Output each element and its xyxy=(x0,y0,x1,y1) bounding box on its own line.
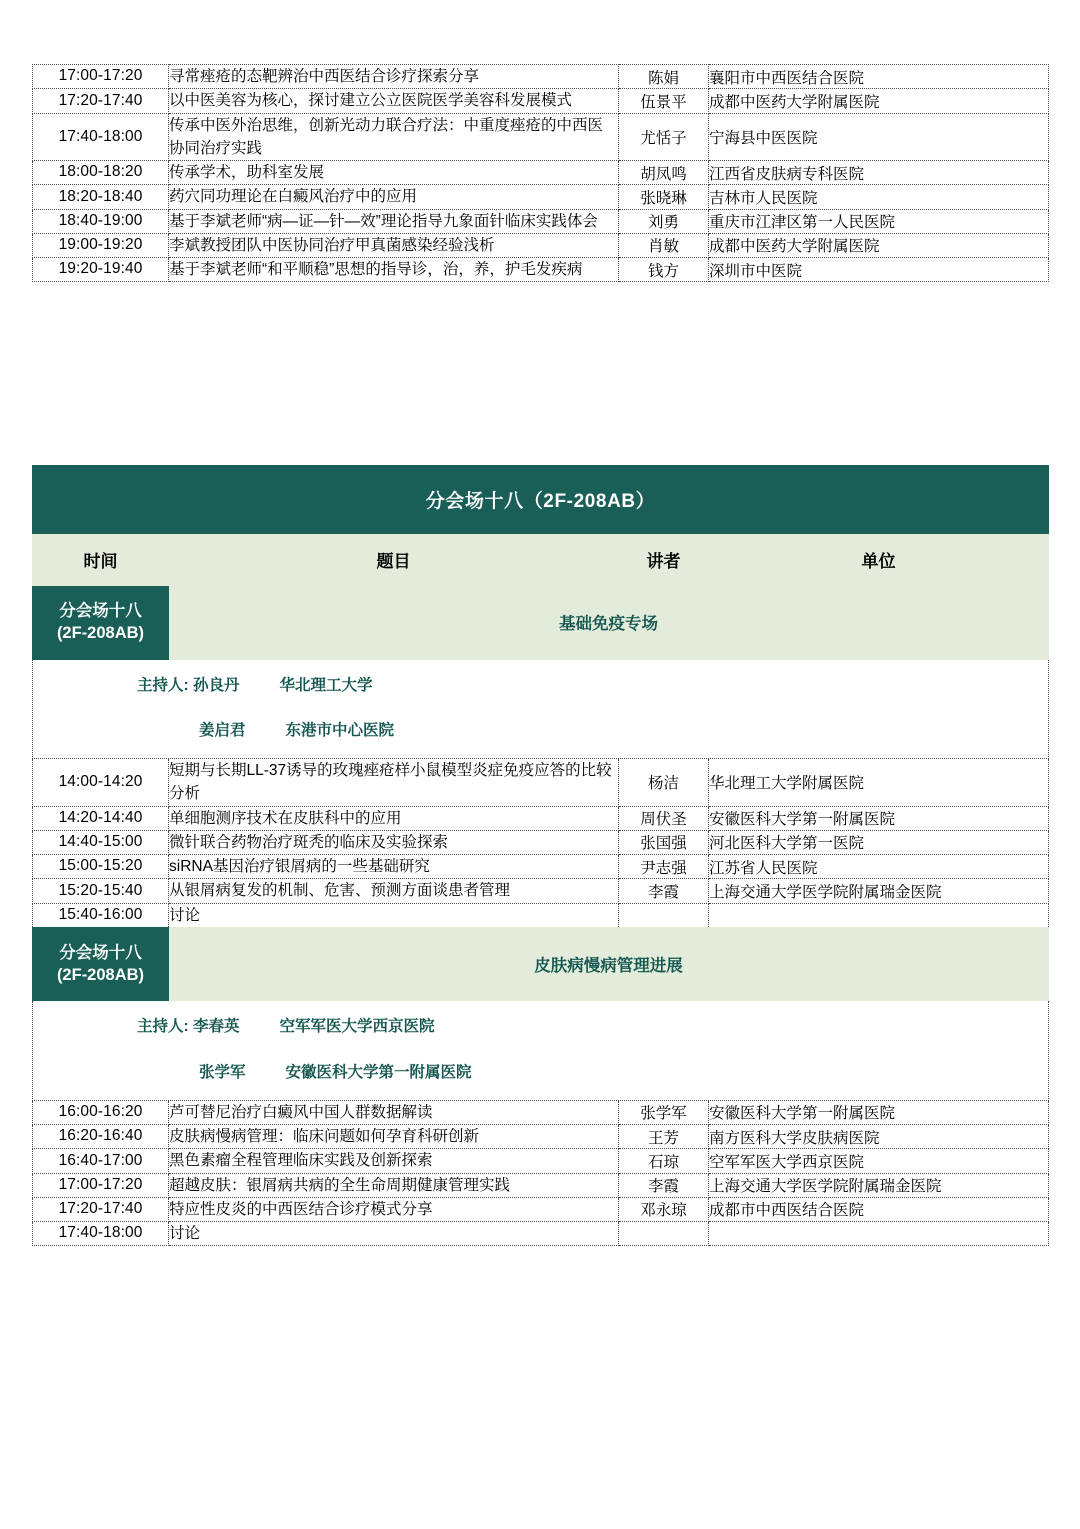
session-title: 短期与长期LL-37诱导的玫瑰痤疮样小鼠模型炎症免疫应答的比较分析 xyxy=(169,759,619,807)
venue-banner-row xyxy=(33,466,1049,534)
chair-entry xyxy=(33,1015,1048,1038)
chair-organization: 空军军医大学西京医院 xyxy=(279,1018,435,1036)
session-time: 15:20-15:40 xyxy=(33,879,169,903)
session-organization: 宁海县中医医院 xyxy=(709,113,1049,161)
session-title: 李斌教授团队中医协同治疗甲真菌感染经验浅析 xyxy=(169,233,619,257)
table-row xyxy=(33,855,1049,879)
session-title: 皮肤病慢病管理：临床问题如何孕育科研创新 xyxy=(169,1125,619,1149)
table-row xyxy=(33,113,1049,161)
session-title: 药穴同功理论在白癜风治疗中的应用 xyxy=(169,185,619,209)
session-speaker: 李霞 xyxy=(619,1173,709,1197)
session-speaker: 伍景平 xyxy=(619,89,709,113)
session-title: 传承学术，助科室发展 xyxy=(169,161,619,185)
chair-entry xyxy=(33,1039,1048,1084)
session-title: 微针联合药物治疗斑秃的临床及实验探索 xyxy=(169,830,619,854)
session-time: 19:20-19:40 xyxy=(33,258,169,282)
chair-organization: 安徽医科大学第一附属医院 xyxy=(285,1063,472,1081)
session-time: 15:40-16:00 xyxy=(33,903,169,927)
session-title: 以中医美容为核心，探讨建立公立医院医学美容科发展模式 xyxy=(169,89,619,113)
session-speaker: 张国强 xyxy=(619,830,709,854)
session-speaker: 周伏圣 xyxy=(619,806,709,830)
chair-organization: 东港市中心医院 xyxy=(285,721,395,739)
session-speaker: 尤恬子 xyxy=(619,113,709,161)
session-chairs-row xyxy=(33,1001,1049,1101)
session-organization: 安徽医科大学第一附属医院 xyxy=(709,806,1049,830)
session-organization: 华北理工大学附属医院 xyxy=(709,759,1049,807)
session-speaker: 杨洁 xyxy=(619,759,709,807)
table-row xyxy=(33,1222,1049,1246)
session-title: 从银屑病复发的机制、危害、预测方面谈患者管理 xyxy=(169,879,619,903)
column-header-organization: 单位 xyxy=(709,534,1049,586)
chair-name: 李春英 xyxy=(192,1018,240,1036)
column-header-time: 时间 xyxy=(33,534,169,586)
session-title: 基于李斌老师“和平顺稳”思想的指导诊，治，养，护毛发疾病 xyxy=(169,258,619,282)
session-title: 黑色素瘤全程管理临床实践及创新探索 xyxy=(169,1149,619,1173)
session-title: 讨论 xyxy=(169,903,619,927)
venue-tag-line1: 分会场十八 xyxy=(59,943,142,962)
chair-label: 主持人: xyxy=(137,676,189,694)
venue-tag-line1: 分会场十八 xyxy=(59,602,142,620)
table-row xyxy=(33,879,1049,903)
session-speaker: 钱方 xyxy=(619,258,709,282)
session-title: 芦可替尼治疗白癜风中国人群数据解读 xyxy=(169,1100,619,1124)
session-speaker: 石琼 xyxy=(619,1149,709,1173)
session-time: 19:00-19:20 xyxy=(33,233,169,257)
session-organization: 吉林市人民医院 xyxy=(709,185,1049,209)
session-speaker: 张晓琳 xyxy=(619,185,709,209)
session-time: 17:00-17:20 xyxy=(33,65,169,89)
session-time: 16:20-16:40 xyxy=(33,1125,169,1149)
session-organization: 成都中医药大学附属医院 xyxy=(709,89,1049,113)
session-organization: 上海交通大学医学院附属瑞金医院 xyxy=(709,879,1049,903)
session-time: 17:20-17:40 xyxy=(33,1197,169,1221)
table-row xyxy=(33,759,1049,807)
session-time: 16:40-17:00 xyxy=(33,1149,169,1173)
table-row xyxy=(33,830,1049,854)
column-header-row xyxy=(33,534,1049,586)
table-row xyxy=(33,185,1049,209)
session-speaker: 肖敏 xyxy=(619,233,709,257)
venue-tag-line2: (2F-208AB) xyxy=(56,624,145,643)
table-row xyxy=(33,161,1049,185)
session-organization: 成都市中西医结合医院 xyxy=(709,1197,1049,1221)
table-row xyxy=(33,1100,1049,1124)
session-title: 传承中医外治思维，创新光动力联合疗法：中重度痤疮的中西医协同治疗实践 xyxy=(169,113,619,161)
session-time: 17:40-18:00 xyxy=(33,113,169,161)
session-organization: 江苏省人民医院 xyxy=(709,855,1049,879)
agenda-table-continued xyxy=(32,64,1049,282)
table-row xyxy=(33,1125,1049,1149)
session-title: 基于李斌老师“病—证—针—效”理论指导九象面针临床实践体会 xyxy=(169,209,619,233)
session-speaker: 张学军 xyxy=(619,1100,709,1124)
session-speaker: 邓永琼 xyxy=(619,1197,709,1221)
table-row xyxy=(33,89,1049,113)
session-speaker: 胡凤鸣 xyxy=(619,161,709,185)
session-organization: 河北医科大学第一医院 xyxy=(709,830,1049,854)
session-time: 15:00-15:20 xyxy=(33,855,169,879)
chair-name: 姜启君 xyxy=(199,721,246,739)
session-title: 讨论 xyxy=(169,1222,619,1246)
table-row xyxy=(33,258,1049,282)
session-time: 16:00-16:20 xyxy=(33,1100,169,1124)
table-row xyxy=(33,806,1049,830)
chair-label: 主持人: xyxy=(137,1018,189,1036)
session-topic-row xyxy=(33,586,1049,660)
chair-name: 张学军 xyxy=(199,1063,246,1081)
session-organization xyxy=(709,1222,1049,1246)
session-time: 18:20-18:40 xyxy=(33,185,169,209)
venue-tag xyxy=(33,927,169,1001)
session-title: 超越皮肤：银屑病共病的全生命周期健康管理实践 xyxy=(169,1173,619,1197)
session-chairs xyxy=(33,1001,1049,1101)
venue-banner-title: 分会场十八（2F-208AB） xyxy=(33,466,1049,534)
session-organization: 安徽医科大学第一附属医院 xyxy=(709,1100,1049,1124)
session-organization: 空军军医大学西京医院 xyxy=(709,1149,1049,1173)
session-title: siRNA基因治疗银屑病的一些基础研究 xyxy=(169,855,619,879)
session-time: 14:40-15:00 xyxy=(33,830,169,854)
session-chairs xyxy=(33,659,1049,759)
session-time: 18:00-18:20 xyxy=(33,161,169,185)
session-title: 寻常痤疮的态靶辨治中西医结合诊疗探索分享 xyxy=(169,65,619,89)
chair-entry xyxy=(33,674,1048,697)
session-speaker xyxy=(619,1222,709,1246)
column-header-title: 题目 xyxy=(169,534,619,586)
venue-tag xyxy=(33,586,169,660)
session-speaker: 刘勇 xyxy=(619,209,709,233)
table-row xyxy=(33,233,1049,257)
table-row xyxy=(33,65,1049,89)
session-chairs-row xyxy=(33,659,1049,759)
session-time: 14:00-14:20 xyxy=(33,759,169,807)
session-time: 17:40-18:00 xyxy=(33,1222,169,1246)
session-organization xyxy=(709,903,1049,927)
session-time: 17:20-17:40 xyxy=(33,89,169,113)
chair-entry xyxy=(33,697,1048,742)
session-topic-row xyxy=(33,927,1049,1001)
session-organization: 重庆市江津区第一人民医院 xyxy=(709,209,1049,233)
session-organization: 上海交通大学医学院附属瑞金医院 xyxy=(709,1173,1049,1197)
table-row xyxy=(33,1197,1049,1221)
table-row xyxy=(33,1149,1049,1173)
table-row xyxy=(33,1173,1049,1197)
table-row xyxy=(33,209,1049,233)
session-organization: 南方医科大学皮肤病医院 xyxy=(709,1125,1049,1149)
session-time: 14:20-14:40 xyxy=(33,806,169,830)
session-topic-name: 基础免疫专场 xyxy=(169,586,1049,660)
session-organization: 深圳市中医院 xyxy=(709,258,1049,282)
session-time: 18:40-19:00 xyxy=(33,209,169,233)
session-organization: 襄阳市中西医结合医院 xyxy=(709,65,1049,89)
venue-tag-line2: (2F-208AB) xyxy=(56,966,145,985)
agenda-table-venue-18 xyxy=(32,465,1049,1246)
session-time: 17:00-17:20 xyxy=(33,1173,169,1197)
session-speaker: 尹志强 xyxy=(619,855,709,879)
session-title: 单细胞测序技术在皮肤科中的应用 xyxy=(169,806,619,830)
chair-organization: 华北理工大学 xyxy=(279,676,373,694)
session-speaker: 李霞 xyxy=(619,879,709,903)
session-speaker: 陈娟 xyxy=(619,65,709,89)
session-title: 特应性皮炎的中西医结合诊疗模式分享 xyxy=(169,1197,619,1221)
session-speaker xyxy=(619,903,709,927)
session-organization: 江西省皮肤病专科医院 xyxy=(709,161,1049,185)
column-header-speaker: 讲者 xyxy=(619,534,709,586)
table-row xyxy=(33,903,1049,927)
session-organization: 成都中医药大学附属医院 xyxy=(709,233,1049,257)
session-speaker: 王芳 xyxy=(619,1125,709,1149)
chair-name: 孙良丹 xyxy=(192,676,240,694)
session-topic-name: 皮肤病慢病管理进展 xyxy=(169,927,1049,1001)
